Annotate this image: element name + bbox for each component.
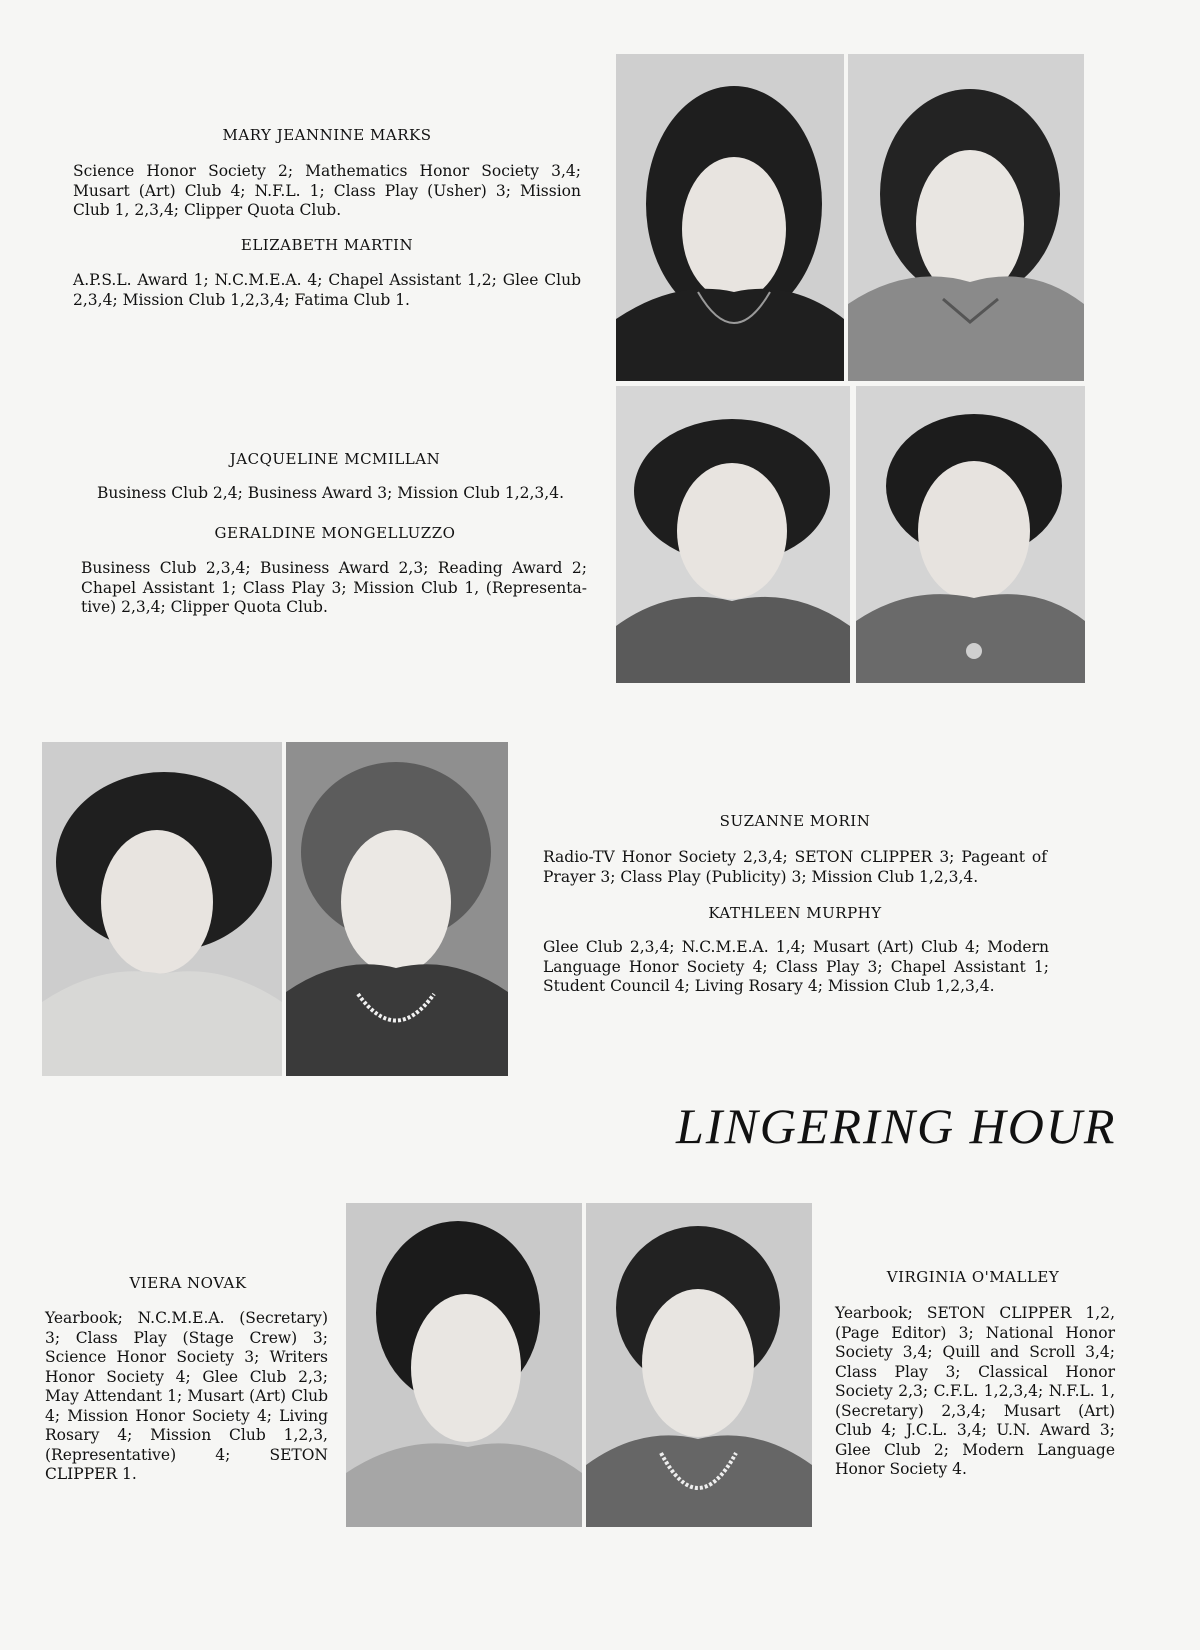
student-activities-martin: A.P.S.L. Award 1; N.C.M.E.A. 4; Chapel Assistant 1,2; Glee Club 2,3,4; Mission Club 1,2,3,4; Fatima Club 1. xyxy=(73,271,581,309)
student-name-mongelluzzo: GERALDINE MONGELLUZZO xyxy=(214,524,456,542)
student-activities-mcmillan: Business Club 2,4; Business Award 3; Mission Club 1,2,3,4. xyxy=(97,484,565,502)
student-name-murphy: KATHLEEN MURPHY xyxy=(708,904,882,922)
student-activities-morin: Radio-TV Honor Society 2,3,4; SETON CLIPPER 3; Pageant of Prayer 3; Class Play (Publicity) 3; Mission Club 1,2,3,4. xyxy=(543,848,1047,886)
student-name-mcmillan: JACQUELINE MCMILLAN xyxy=(229,450,441,468)
student-activities-novak: Yearbook; N.C.M.E.A. (Secretary) 3; Class Play (Stage Crew) 3; Science Honor Society 3; Writers Honor Society 4; Glee Club 2,3; May Attendant 1; Musart (Art) Club 4; Mission Honor Society 4; Living Rosary 4; Mission Club 1,2,3, (Representative) 4; SETON CLIPPER 1. xyxy=(45,1309,328,1483)
portrait-photo-martin xyxy=(848,54,1084,381)
student-name-morin: SUZANNE MORIN xyxy=(719,812,871,830)
portrait-photo-omalley xyxy=(586,1203,812,1527)
student-activities-murphy: Glee Club 2,3,4; N.C.M.E.A. 1,4; Musart (Art) Club 4; Modern Language Honor Society 4; Class Play 3; Chapel Assistant 1; Student Council 4; Living Rosary 4; Mission Club 1,2,3,4. xyxy=(543,938,1049,995)
section-heading: LINGERING HOUR xyxy=(676,1098,1117,1154)
student-activities-mongelluzzo: Business Club 2,3,4; Business Award 2,3; Reading Award 2; Chapel Assistant 1; Class Play 3; Mission Club 1, (Representa-tive) 2,3,4; Clipper Quota Club. xyxy=(81,559,587,616)
portrait-photo-murphy xyxy=(286,742,508,1076)
portrait-photo-morin xyxy=(42,742,282,1076)
student-activities-marks: Science Honor Society 2; Mathematics Honor Society 3,4; Musart (Art) Club 4; N.F.L. 1; Class Play (Usher) 3; Mission Club 1, 2,3,4; Clipper Quota Club. xyxy=(73,162,581,219)
portrait-photo-novak xyxy=(346,1203,582,1527)
student-activities-omalley: Yearbook; SETON CLIPPER 1,2, (Page Editor) 3; National Honor Society 3,4; Quill and Scroll 3,4; Class Play 3; Classical Honor Society 2,3; C.F.L. 1,2,3,4; N.F.L. 1, (Secretary) 2,3,4; Musart (Art) Club 4; J.C.L. 3,4; U.N. Award 3; Glee Club 2; Modern Language Honor Society 4. xyxy=(835,1304,1115,1478)
portrait-photo-marks xyxy=(616,54,844,381)
student-name-omalley: VIRGINIA O'MALLEY xyxy=(886,1268,1060,1286)
student-name-novak: VIERA NOVAK xyxy=(129,1274,247,1292)
student-name-martin: ELIZABETH MARTIN xyxy=(240,236,414,254)
portrait-photo-mongelluzzo xyxy=(856,386,1085,683)
portrait-photo-mcmillan xyxy=(616,386,850,683)
student-name-marks: MARY JEANNINE MARKS xyxy=(222,126,432,144)
